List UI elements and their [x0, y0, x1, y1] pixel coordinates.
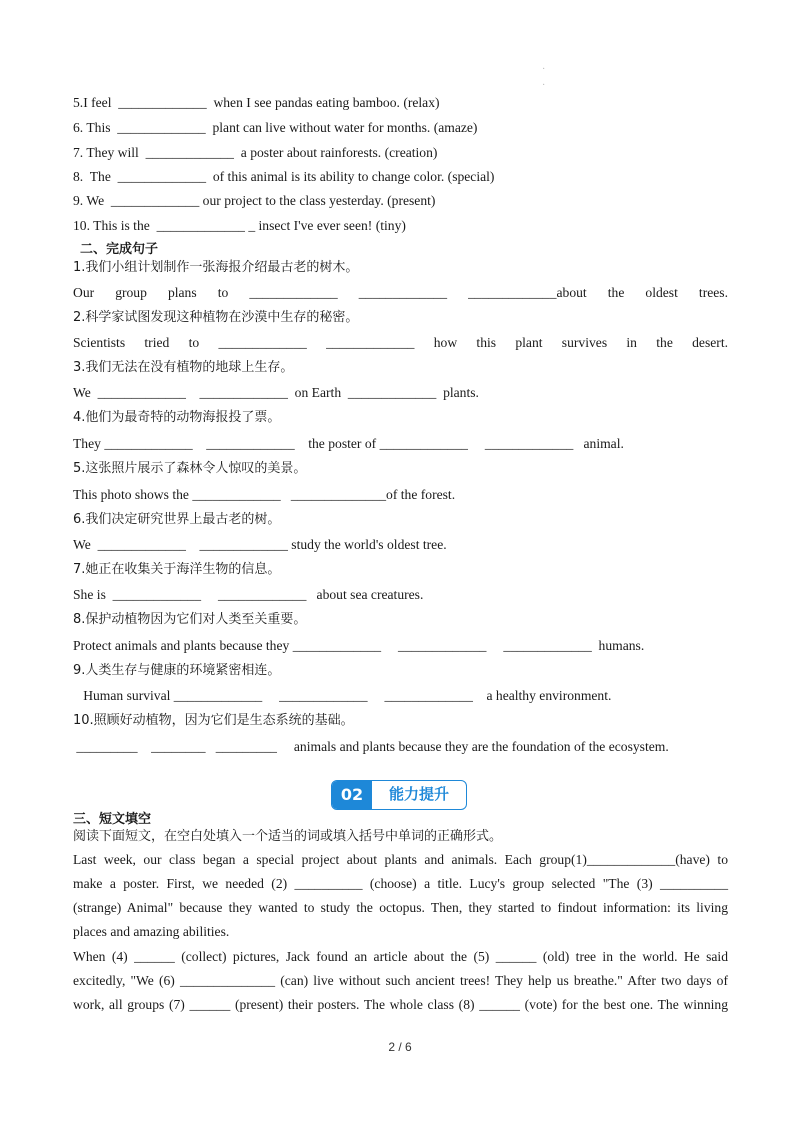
- question-chinese: 1.我们小组计划制作一张海报介绍最古老的树木。: [73, 260, 359, 275]
- question-chinese: 2.科学家试图发现这种植物在沙漠中生存的秘密。: [73, 310, 359, 325]
- section-instruction: 阅读下面短文，在空白处填入一个适当的词或填入括号中单词的正确形式。: [73, 829, 503, 844]
- passage-line: excitedly, "We (6) ______________ (can) live without such ancient trees! They help us breathe." After two days of: [73, 973, 728, 988]
- exercise-line: 10. This is the _____________ _ insect I've ever seen! (tiny): [73, 218, 406, 233]
- question-chinese: 6.我们决定研究世界上最古老的树。: [73, 512, 281, 527]
- question-chinese: 9.人类生存与健康的环境紧密相连。: [73, 663, 281, 678]
- question-chinese: 5.这张照片展示了森林令人惊叹的美景。: [73, 461, 307, 476]
- page-number: 2 / 6: [388, 1040, 412, 1054]
- exercise-line: 8. The _____________ of this animal is its ability to change color. (special): [73, 169, 495, 184]
- passage-line: (strange) Animal" because they wanted to study the octopus. Then, they started to findout information: its living: [73, 900, 728, 915]
- question-english: This photo shows the _____________ ______________of the forest.: [73, 487, 456, 502]
- exercise-line: 9. We _____________ our project to the class yesterday. (present): [73, 193, 436, 208]
- question-english: We _____________ _____________ on Earth _____________ plants.: [73, 385, 479, 400]
- badge-number: 02: [332, 781, 372, 809]
- passage-line: places and amazing abilities.: [73, 924, 230, 939]
- question-english: Our group plans to _____________ _____________ _____________about the oldest trees.: [73, 285, 728, 300]
- question-english: She is _____________ _____________ about sea creatures.: [73, 587, 424, 602]
- decorative-dot: ·: [542, 80, 546, 91]
- question-english: Human survival _____________ _____________ _____________ a healthy environment.: [73, 688, 612, 703]
- question-english: They _____________ _____________ the poster of _____________ _____________ animal.: [73, 436, 624, 451]
- section-heading: 三、短文填空: [73, 812, 152, 827]
- passage-line: make a poster. First, we needed (2) __________ (choose) a title. Lucy's group selected "The (3) __________: [73, 876, 728, 891]
- passage-line: Last week, our class began a special project about plants and animals. Each group(1)_____________(have) to: [73, 852, 728, 867]
- badge-title: 能力提升: [388, 785, 449, 803]
- question-english: We _____________ _____________ study the world's oldest tree.: [73, 537, 447, 552]
- question-chinese: 7.她正在收集关于海洋生物的信息。: [73, 562, 281, 577]
- exercise-line: 6. This _____________ plant can live without water for months. (amaze): [73, 120, 478, 135]
- decorative-dot: ·: [542, 64, 546, 75]
- question-chinese: 3.我们无法在没有植物的地球上生存。: [73, 360, 294, 375]
- question-chinese: 8.保护动植物因为它们对人类至关重要。: [73, 612, 307, 627]
- section-heading: 二、完成句子: [80, 242, 159, 257]
- question-chinese: 10.照顾好动植物，因为它们是生态系统的基础。: [73, 713, 354, 728]
- section-badge: [331, 780, 467, 810]
- question-english: _________ ________ _________ animals and plants because they are the foundation of the ecosystem.: [73, 739, 669, 754]
- question-english: Scientists tried to _____________ _____________ how this plant survives in the desert.: [73, 335, 728, 350]
- question-chinese: 4.他们为最奇特的动物海报投了票。: [73, 410, 281, 425]
- passage-line: work, all groups (7) ______ (present) their posters. The whole class (8) ______ (vote) for the best one. The winning: [73, 997, 728, 1012]
- passage-line: When (4) ______ (collect) pictures, Jack found an article about the (5) ______ (old) tree in the world. He said: [73, 949, 728, 964]
- question-english: Protect animals and plants because they _____________ _____________ _____________ humans.: [73, 638, 645, 653]
- exercise-line: 5.I feel _____________ when I see pandas eating bamboo. (relax): [73, 95, 440, 110]
- exercise-line: 7. They will _____________ a poster about rainforests. (creation): [73, 145, 438, 160]
